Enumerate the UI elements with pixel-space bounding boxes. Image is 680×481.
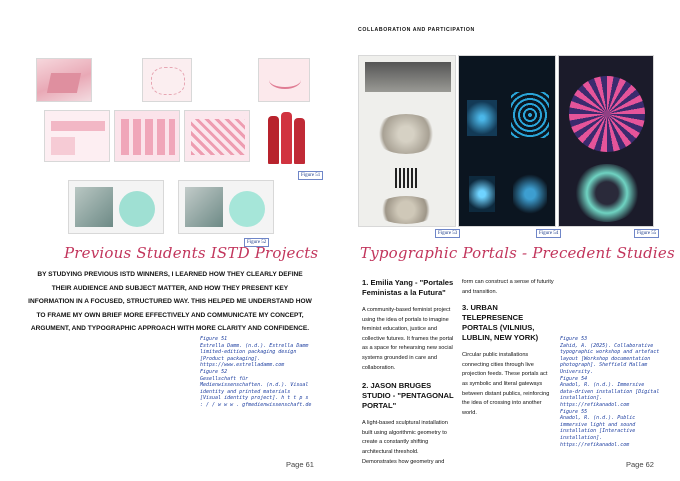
light-sound-installation-photo — [558, 55, 654, 227]
spread-photo — [185, 187, 223, 227]
figure-54-label: Figure 54 — [536, 229, 561, 238]
left-references — [200, 336, 312, 409]
left-page-title: Previous Students ISTD Projects — [64, 244, 319, 262]
packaging-photo-script-card — [258, 58, 310, 102]
estrella-bottles-photo — [262, 106, 312, 170]
identity-spread-2 — [178, 180, 274, 234]
portal-ring — [573, 164, 641, 222]
packaging-photo-pink-box — [36, 58, 92, 102]
light-panel — [467, 100, 497, 136]
bottle — [294, 118, 305, 164]
ref-line: Anadol, R. (n.d.). Public immersive light and sound installation [Interactive installation]. https://refikanadol.com — [560, 415, 639, 448]
ref-line: Gesellschaft für Medienwissenschaften. (n.d.). Visual identity and printed materials [Visual identity project]. h t t p s : / / w w w . gfmedienwissenschaft.de — [200, 375, 312, 408]
left-intro-paragraph: BY STUDYING PREVIOUS ISTD WINNERS, I LEARNED HOW THEY CLEARLY DEFINE THEIR AUDIENCE AND SUBJECT MATTER, AND HOW THEY PRESENT KEY INFORMATION IN A FOCUSED, STRUCTURED WAY. THIS HELPED ME UNDERSTAND HOW TO FRAME MY OWN BRIEF MORE EFFECTIVELY AND COMMUNICATE MY CONCEPT, ARGUMENT, AND TYPOGRAPHIC APPROACH WITH MORE CLARITY AND CONFIDENCE. — [28, 271, 312, 333]
light-panel — [511, 92, 549, 138]
web-mockup-1 — [44, 110, 110, 162]
right-page-title: Typographic Portals - Precedent Studies — [360, 244, 675, 262]
circle-artefact — [373, 114, 439, 154]
ref-line: Figure 54 — [560, 375, 588, 382]
heading-jason-bruges: 2. JASON BRUGES STUDIO - "PENTAGONAL PORTAL" — [362, 381, 454, 411]
paragraph-urban-telepresence: Circular public installations connecting cities through live projection feeds. These portals act as symbolic and literal gateways between distant publics, reinforcing the idea of crossing into another world. — [462, 352, 550, 416]
packaging-photo-sketches — [142, 58, 192, 102]
digital-installation-photo — [458, 55, 556, 227]
ref-line: Figure 55 — [560, 408, 588, 415]
right-column-2 — [462, 278, 554, 418]
workshop-photo — [358, 55, 456, 227]
figure-52-label: Figure 52 — [244, 238, 269, 247]
heading-urban-telepresence: 3. URBAN TELEPRESENCE PORTALS (VILNIUS, LUBLIN, NEW YORK) — [462, 303, 539, 343]
web-mockup-3 — [184, 110, 250, 162]
figure-55-label: Figure 55 — [634, 229, 659, 238]
ref-line: Figure 53 — [560, 336, 588, 342]
web-mockup-2 — [114, 110, 180, 162]
mock-block — [51, 121, 105, 131]
mock-pattern — [191, 119, 245, 155]
bottle — [281, 112, 292, 164]
ref-line: Figure 51 — [200, 336, 228, 342]
paragraph-jason-bruges: A light-based sculptural installation built using algorithmic geometry to create a constantly shifting architectural threshold. Demonstrates how geometry and — [362, 420, 448, 465]
identity-spread-1 — [68, 180, 164, 234]
box-shape — [47, 73, 81, 93]
light-panel — [513, 174, 547, 214]
ref-line: Figure 52 — [200, 368, 228, 375]
mock-grid — [121, 119, 175, 155]
light-panel — [469, 176, 495, 212]
portal-ring — [569, 76, 645, 152]
figure-53-label: Figure 53 — [435, 229, 460, 238]
mock-block — [51, 137, 75, 155]
bottle — [268, 116, 279, 164]
spread-shape — [229, 191, 265, 227]
ref-line: Estrella Damm. (n.d.). Estrella Damm limited-edition packaging design [Product packaging]. https://www.estrelladamm.com — [200, 342, 312, 369]
figure-51-label: Figure 51 — [298, 171, 323, 180]
spread-shape — [119, 191, 155, 227]
ref-line: Anadol, R. (n.d.). Immersive data-driven installation [Digital installation]. https://refikanadol.com — [560, 382, 663, 408]
heading-emilia-yang: 1. Emilia Yang - "Portales Feministas a la Futura" — [362, 278, 454, 297]
left-page-number: Page 61 — [286, 460, 314, 469]
people-shadow — [365, 62, 451, 92]
ref-line: Zahid, A. (2025). Collaborative typographic workshop and artefact layout [Workshop documentation photograph]. Sheffield Hallam University. — [560, 342, 663, 375]
spread-photo — [75, 187, 113, 227]
right-page-number: Page 62 — [626, 460, 654, 469]
right-column-1 — [362, 278, 454, 467]
circle-artefact-2 — [375, 196, 437, 224]
right-references — [560, 336, 663, 448]
section-header: COLLABORATION AND PARTICIPATION — [358, 27, 475, 33]
sketch-lines — [151, 67, 185, 95]
comb-object — [395, 168, 417, 188]
paragraph-emilia-yang: A community-based feminist project using the idea of portals to imagine feminist education, justice and collective futures. It frames the portal as a space for rehearsing new social systems grounded in care and collaboration. — [362, 307, 454, 371]
paragraph-continued: form can construct a sense of futurity and transition. — [462, 279, 554, 295]
script-scribble — [269, 71, 301, 89]
